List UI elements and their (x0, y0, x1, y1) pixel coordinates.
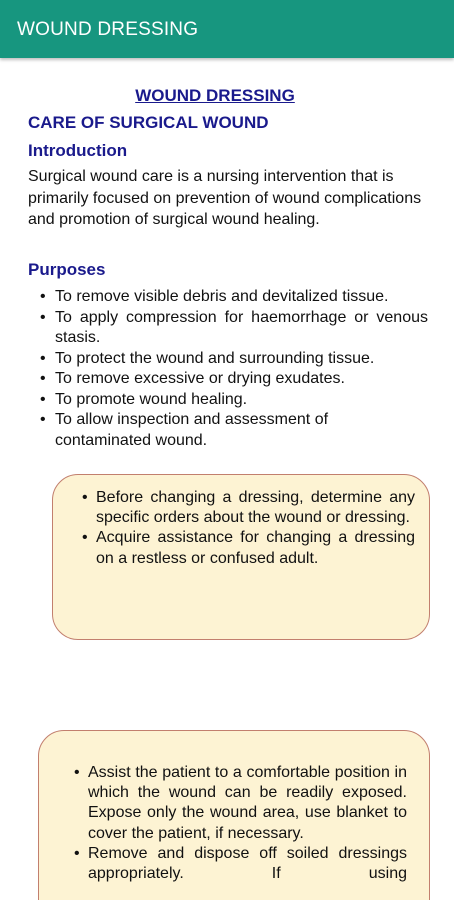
list-item: • To remove visible debris and devitalized tissue. (28, 287, 428, 308)
note-box-preparation (52, 474, 430, 640)
list-item: • Acquire assistance for changing a dressing on a restless or confused adult. (79, 528, 415, 568)
purposes-list (28, 287, 428, 451)
list-item: • Remove and dispose off soiled dressings appropriately. If using (71, 844, 407, 884)
app-bar (0, 0, 454, 58)
note-box-list (71, 763, 407, 884)
app-bar-title: WOUND DRESSING (17, 19, 199, 40)
introduction-text: Surgical wound care is a nursing intervention that is primarily focused on prevention of wound complications and promotion of surgical wound healing. (28, 168, 422, 228)
purposes-heading: Purposes (28, 260, 106, 279)
list-item: • To remove excessive or drying exudates. (28, 369, 428, 390)
note-box-list (79, 488, 415, 569)
list-item: • To protect the wound and surrounding tissue. (28, 349, 428, 370)
list-item: • To promote wound healing. (28, 390, 428, 411)
list-item: • Before changing a dressing, determine any specific orders about the wound or dressing. (79, 488, 415, 528)
section-heading: CARE OF SURGICAL WOUND (28, 113, 269, 132)
list-item: • To allow inspection and assessment of contaminated wound. (28, 410, 428, 451)
introduction-heading: Introduction (28, 141, 128, 160)
list-item: • Assist the patient to a comfortable position in which the wound can be readily exposed. Expose only the wound area, use blanket to cover the patient, if necessary. (71, 763, 407, 844)
list-item: • To apply compression for haemorrhage or venous stasis. (28, 308, 428, 349)
note-box-procedure (38, 730, 430, 900)
document-view[interactable] (0, 58, 454, 900)
document-title: WOUND DRESSING (135, 86, 295, 105)
